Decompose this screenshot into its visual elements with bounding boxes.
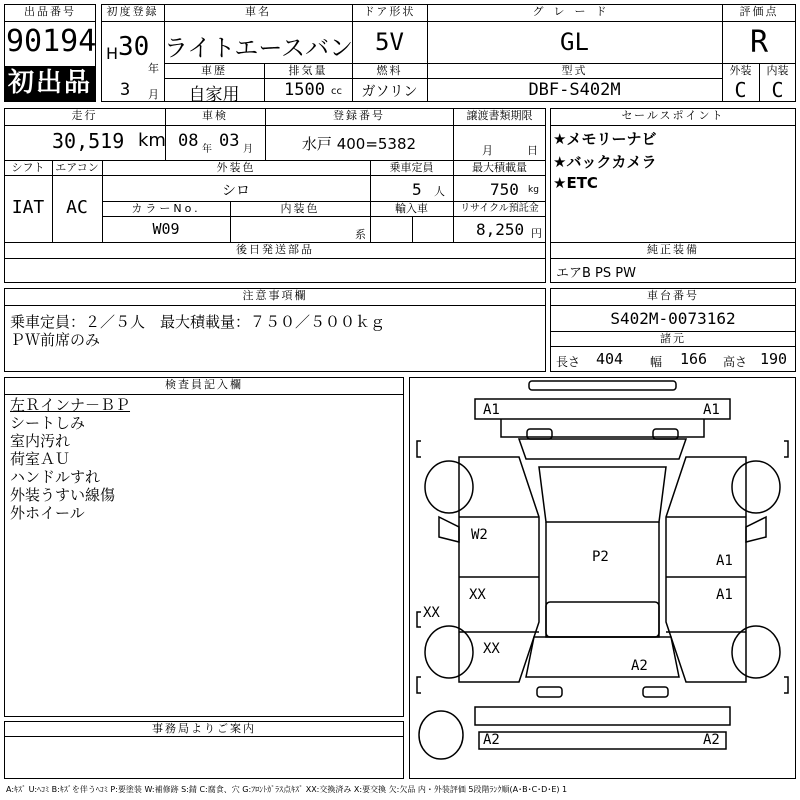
max-load: 750 (490, 180, 519, 199)
int-color-unit: 系 (355, 228, 366, 241)
first-reg-label: 初度登録 (106, 5, 159, 18)
car-diagram (409, 377, 796, 779)
ac-label: エアコン (55, 161, 99, 174)
grade: GL (560, 28, 589, 56)
office-label: 事務局よりご案内 (152, 722, 256, 735)
inspector-note-7: 外ホイール (10, 504, 85, 522)
inspection-year: 08 (178, 131, 199, 151)
model: DBF-S402M (528, 80, 621, 100)
legend: A:ｷｽﾞ U:ﾍｺﾐ B:ｷｽﾞを伴うﾍｺﾐ P:要塗装 W:補修跡 S:錆 C:腐食、穴 G:ﾌﾛﾝﾄｶﾞﾗｽ点ｷｽﾞ XX:交換済み X:要交換 欠:欠品 内・外装評価 5段階ﾗﾝｸ順(A･B･C･D･E) 1 (6, 785, 568, 794)
width-value: 166 (680, 350, 708, 368)
plate-number: 水戸 400=5382 (301, 135, 417, 153)
mark-right-rear-door: A1 (716, 587, 733, 603)
mark-front-right: A1 (703, 402, 720, 418)
import-label: 輸入車 (395, 202, 428, 215)
year-unit: 年 (148, 62, 159, 75)
parts-label: 後日発送部品 (236, 243, 314, 256)
inspector-note-5: ハンドルすれ (10, 468, 101, 486)
score-label: 評価点 (739, 5, 779, 18)
history-label: 車歴 (201, 64, 227, 77)
notes-line-1: 乗車定員：２／５人 最大積載量：７５０／５００ｋｇ (10, 313, 386, 331)
displacement-label: 排気量 (288, 64, 328, 77)
inspector-label: 検査員記入欄 (165, 378, 243, 391)
height-value: 190 (760, 350, 788, 368)
chassis-number: S402M-0073162 (610, 309, 736, 328)
lot-label: 出品番号 (24, 5, 76, 18)
mileage-label: 走行 (71, 109, 98, 122)
mark-right-front-door: A1 (716, 553, 733, 569)
mark-left-front-door: W2 (471, 527, 488, 543)
door-label: ドア形状 (363, 5, 416, 18)
selling-point-1: ★メモリーナビ (553, 130, 657, 148)
month-unit: 月 (148, 88, 159, 101)
inspection-month-unit: 月 (243, 144, 253, 155)
transfer-label: 譲渡書類期限 (466, 109, 533, 122)
capacity-unit: 人 (434, 185, 445, 198)
inspector-note-6: 外装うすい線傷 (10, 486, 116, 504)
capacity: 5 (412, 180, 422, 199)
capacity-label: 乗車定員 (389, 161, 434, 174)
first-listing-text: 初出品 (7, 68, 92, 98)
inspector-note-1: 左Ｒインナ－ＢＰ (10, 396, 131, 414)
selling-label: セールスポイント (621, 109, 725, 122)
recycle-fee: 8,250 (476, 220, 525, 239)
inspection-year-unit: 年 (202, 144, 212, 155)
mark-rear-window: A2 (631, 658, 648, 674)
mark-left-mirror: XX (423, 605, 440, 621)
genuine-equipment: エアB PS PW (556, 266, 636, 281)
exterior-grade: C (734, 78, 747, 102)
ac: AC (66, 197, 88, 218)
shift: IAT (11, 197, 45, 218)
max-load-unit: kg (528, 185, 539, 195)
mileage-unit: km (138, 130, 166, 151)
selling-point-3: ★ETC (553, 174, 598, 192)
length-value: 404 (596, 350, 624, 368)
mark-front-left: A1 (483, 402, 500, 418)
selling-point-2: ★バックカメラ (553, 153, 657, 171)
shift-label: シフト (11, 161, 45, 174)
car-name: ライトエースバン (164, 34, 354, 62)
length-label: 長さ (556, 355, 581, 369)
mark-rear-right: A2 (703, 732, 720, 748)
exterior-label: 外装 (729, 64, 752, 77)
interior-label: 内装 (766, 64, 789, 77)
fuel-label: 燃料 (376, 64, 403, 77)
inspector-notes (10, 396, 390, 522)
first-reg-year: 30 (118, 32, 150, 62)
mileage: 30,519 (52, 129, 125, 153)
door-type: 5V (375, 28, 404, 56)
first-reg-month: 3 (120, 80, 131, 100)
inspection-month: 03 (219, 131, 240, 151)
dims-label: 諸元 (660, 332, 686, 345)
notes-line-2: ＰＷ前席のみ (10, 331, 101, 349)
mark-left-rear: XX (483, 641, 500, 657)
max-load-label: 最大積載量 (472, 161, 527, 174)
color-no: W09 (152, 220, 180, 238)
mark-rear-left: A2 (483, 732, 500, 748)
era: H (106, 44, 119, 63)
ext-color-label: 外装色 (216, 161, 256, 174)
car-name-label: 車名 (245, 5, 271, 18)
inspector-note-3: 室内汚れ (10, 432, 71, 450)
mark-roof: P2 (592, 549, 609, 565)
displacement: 1500 (284, 80, 325, 100)
grade-label: グレード (532, 5, 617, 18)
width-label: 幅 (650, 355, 663, 369)
recycle-label: リサイクル預託金 (460, 203, 539, 214)
color-no-label: カラーNo. (131, 202, 201, 215)
transfer-day: 日 (527, 144, 538, 157)
ext-color: シロ (222, 183, 250, 199)
genuine-label: 純正装備 (647, 243, 699, 256)
chassis-label: 車台番号 (647, 289, 699, 302)
mark-left-rear-door: XX (469, 587, 486, 603)
lot-number: 90194 (6, 24, 97, 59)
model-label: 型式 (561, 64, 588, 77)
int-color-label: 内装色 (280, 202, 320, 215)
fuel: ガソリン (361, 84, 418, 100)
displacement-unit: cc (331, 86, 342, 97)
inspection-label: 車検 (202, 109, 228, 122)
notes-label: 注意事項欄 (242, 289, 308, 302)
inspector-note-4: 荷室ＡＵ (10, 450, 71, 468)
inspector-note-2: シートしみ (10, 414, 86, 432)
height-label: 高さ (723, 355, 748, 369)
history: 自家用 (188, 85, 240, 105)
score: R (749, 25, 769, 60)
transfer-month: 月 (482, 144, 493, 157)
plate-label: 登録番号 (333, 109, 385, 122)
recycle-unit: 円 (531, 227, 542, 240)
interior-grade: C (771, 78, 784, 102)
